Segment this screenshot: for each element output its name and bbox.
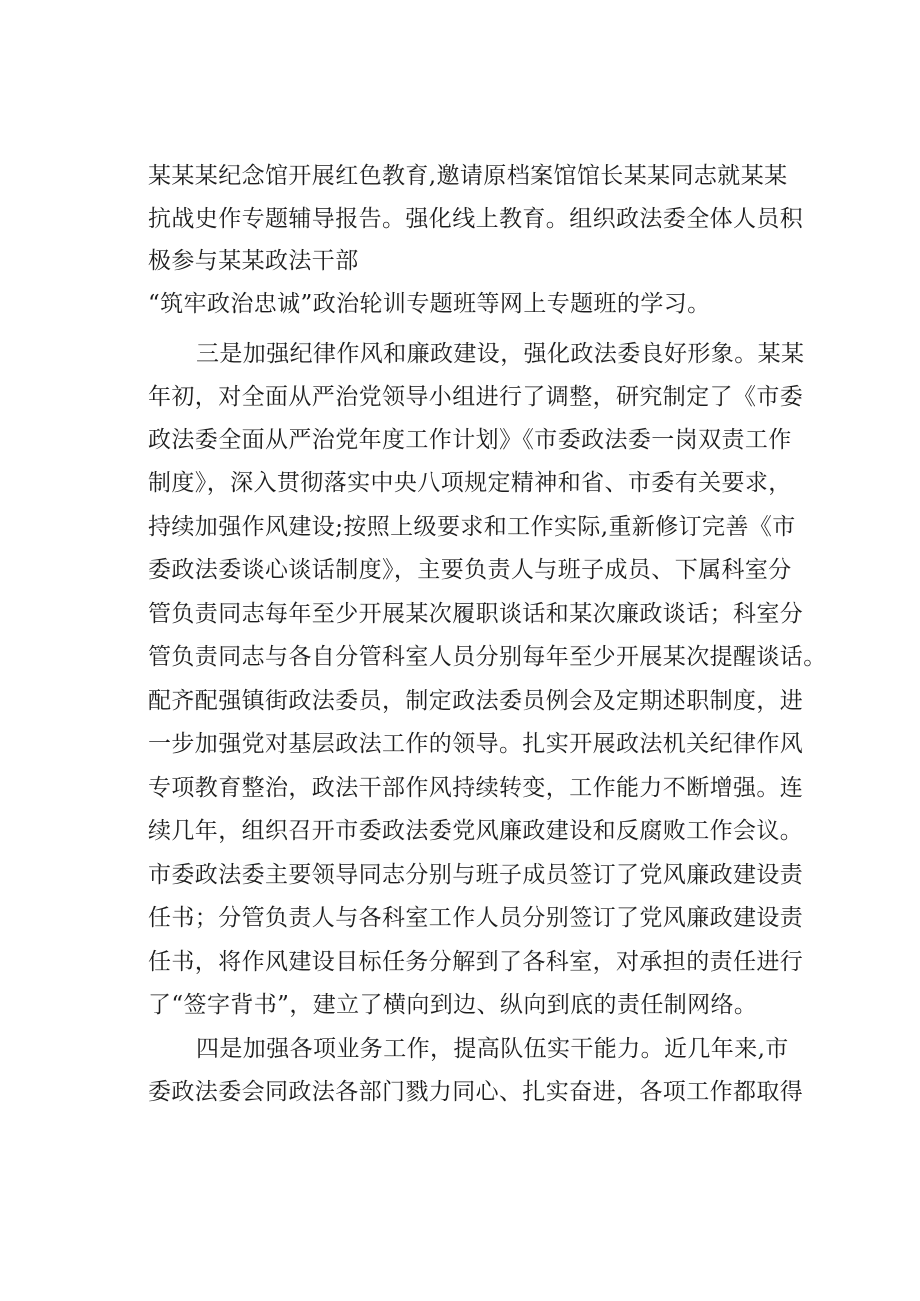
text-line: 极参与某某政法干部 xyxy=(148,248,359,274)
text-line: “筑牢政治忠诚”政治轮训专题班等网上专题班的学习。 xyxy=(148,291,711,317)
text-line: 抗战史作专题辅导报告。强化线上教育。组织政法委全体人员积 xyxy=(148,206,804,232)
text-line: 年初，对全面从严治党领导小组进行了调整，研究制定了《市委 xyxy=(148,384,804,410)
text-line: 任书，将作风建设目标任务分解到了各科室，对承担的责任进行 xyxy=(148,949,804,975)
text-line: 了“签字背书”，建立了横向到边、纵向到底的责任制网络。 xyxy=(148,992,758,1018)
text-line: 管负责同志每年至少开展某次履职谈话和某次廉政谈话；科室分 xyxy=(148,601,804,627)
text-line: 某某某纪念馆开展红色教育,邀请原档案馆馆长某某同志就某某 xyxy=(148,163,788,189)
text-line: 政法委全面从严治党年度工作计划》《市委政法委一岗双责工作 xyxy=(148,427,792,453)
paragraph-start-line: 四是加强各项业务工作，提高队伍实干能力。近几年来,市 xyxy=(196,1036,789,1062)
paragraph-start-line: 三是加强纪律作风和廉政建设，强化政法委良好形象。某某 xyxy=(196,341,805,367)
text-line: 专项教育整治，政法干部作风持续转变，工作能力不断增强。连 xyxy=(148,775,804,801)
text-line: 委政法委会同政法各部门戮力同心、扎实奋进，各项工作都取得 xyxy=(148,1079,804,1105)
text-line: 持续加强作风建设;按照上级要求和工作实际,重新修订完善《市 xyxy=(148,514,796,540)
text-line: 任书；分管负责人与各科室工作人员分别签订了党风廉政建设责 xyxy=(148,905,804,931)
text-line: 一步加强党对基层政法工作的领导。扎实开展政法机关纪律作风 xyxy=(148,731,804,757)
text-line: 管负责同志与各自分管科室人员分别每年至少开展某次提醒谈话。 xyxy=(148,644,827,670)
text-line: 市委政法委主要领导同志分别与班子成员签订了党风廉政建设责 xyxy=(148,862,804,888)
text-line: 委政法委谈心谈话制度》，主要负责人与班子成员、下属科室分 xyxy=(148,557,792,583)
text-line: 制度》，深入贯彻落实中央八项规定精神和省、市委有关要求， xyxy=(148,470,792,496)
text-line: 续几年，组织召开市委政法委党风廉政建设和反腐败工作会议。 xyxy=(148,818,804,844)
text-line: 配齐配强镇街政法委员，制定政法委员例会及定期述职制度，进 xyxy=(148,688,804,714)
